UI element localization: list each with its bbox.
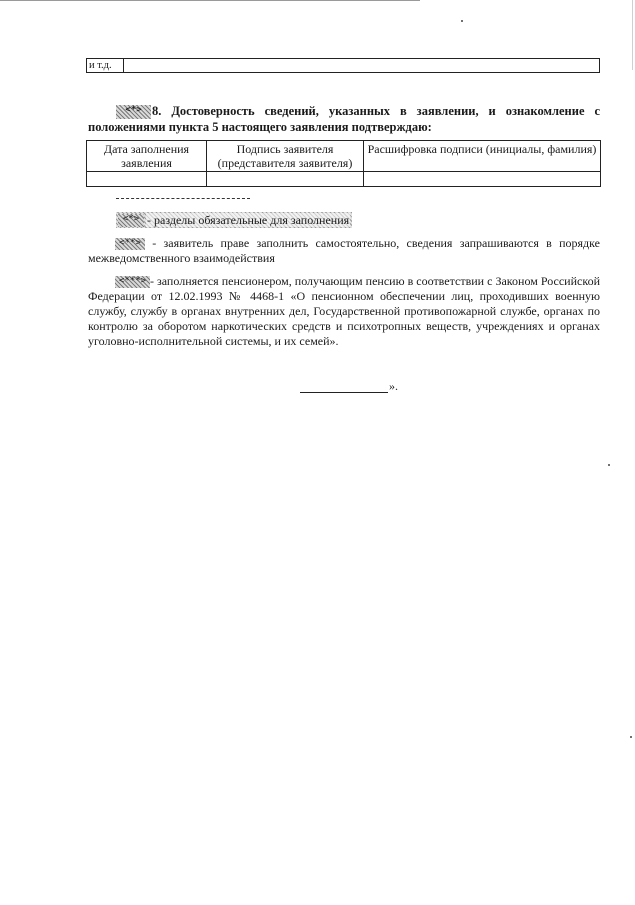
scan-speck xyxy=(608,464,610,466)
page-edge-line xyxy=(0,0,420,1)
table-row xyxy=(87,172,601,187)
closing-line xyxy=(300,379,398,393)
table-header-row xyxy=(87,141,601,172)
etc-label: и т.д. xyxy=(87,59,124,72)
etc-table-row xyxy=(86,58,600,73)
column-header-date: Дата заполнения заявления xyxy=(87,141,207,172)
pensioner-stamp-icon: <***> xyxy=(115,276,150,288)
name-cell[interactable] xyxy=(364,172,601,187)
interagency-stamp-icon: <**> xyxy=(115,238,145,250)
scan-speck xyxy=(630,736,632,738)
date-cell[interactable] xyxy=(87,172,207,187)
section-8-text: 8. Достоверность сведений, указанных в заявлении, и ознакомление с положениями пункта 5 настоящего заявления подтверждаю: xyxy=(88,104,600,135)
footnote-interagency xyxy=(88,236,600,266)
column-header-signature: Подпись заявителя (представителя заявителя) xyxy=(207,141,364,172)
footnote-required xyxy=(116,212,352,228)
etc-empty-cell xyxy=(124,59,599,72)
footnote-pensioner xyxy=(88,274,600,349)
footnote-divider xyxy=(116,198,250,199)
section-8-heading xyxy=(88,103,600,135)
scan-speck xyxy=(461,20,463,22)
required-stamp-icon: <*> xyxy=(116,105,151,119)
signature-cell[interactable] xyxy=(207,172,364,187)
footnote-pensioner-text: - заполняется пенсионером, получающим пенсию в соответствии с Законом Российской Федерации от 12.02.1993 № 4468-1 «О пенсионном обеспечении лиц, проходивших военную службу, службу в органах внутренних дел, Государственной противопожарной службе, органах по контролю за оборотом наркотических средств и психотропных веществ, учреждениях и органах уголовно-исполнительной системы, и их семей». xyxy=(88,274,600,348)
footnote-required-text: - разделы обязательные для заполнения xyxy=(147,213,350,227)
closing-quote: ». xyxy=(389,379,398,393)
page-edge-line xyxy=(632,0,633,70)
column-header-name: Расшифровка подписи (инициалы, фамилия) xyxy=(364,141,601,172)
closing-blank xyxy=(300,380,388,393)
signature-table xyxy=(86,140,601,187)
required-stamp-icon: <*> xyxy=(118,214,144,227)
footnote-interagency-text: - заявитель праве заполнить самостоятельно, сведения запрашиваются в порядке межведомственного взаимодействия xyxy=(88,236,601,265)
